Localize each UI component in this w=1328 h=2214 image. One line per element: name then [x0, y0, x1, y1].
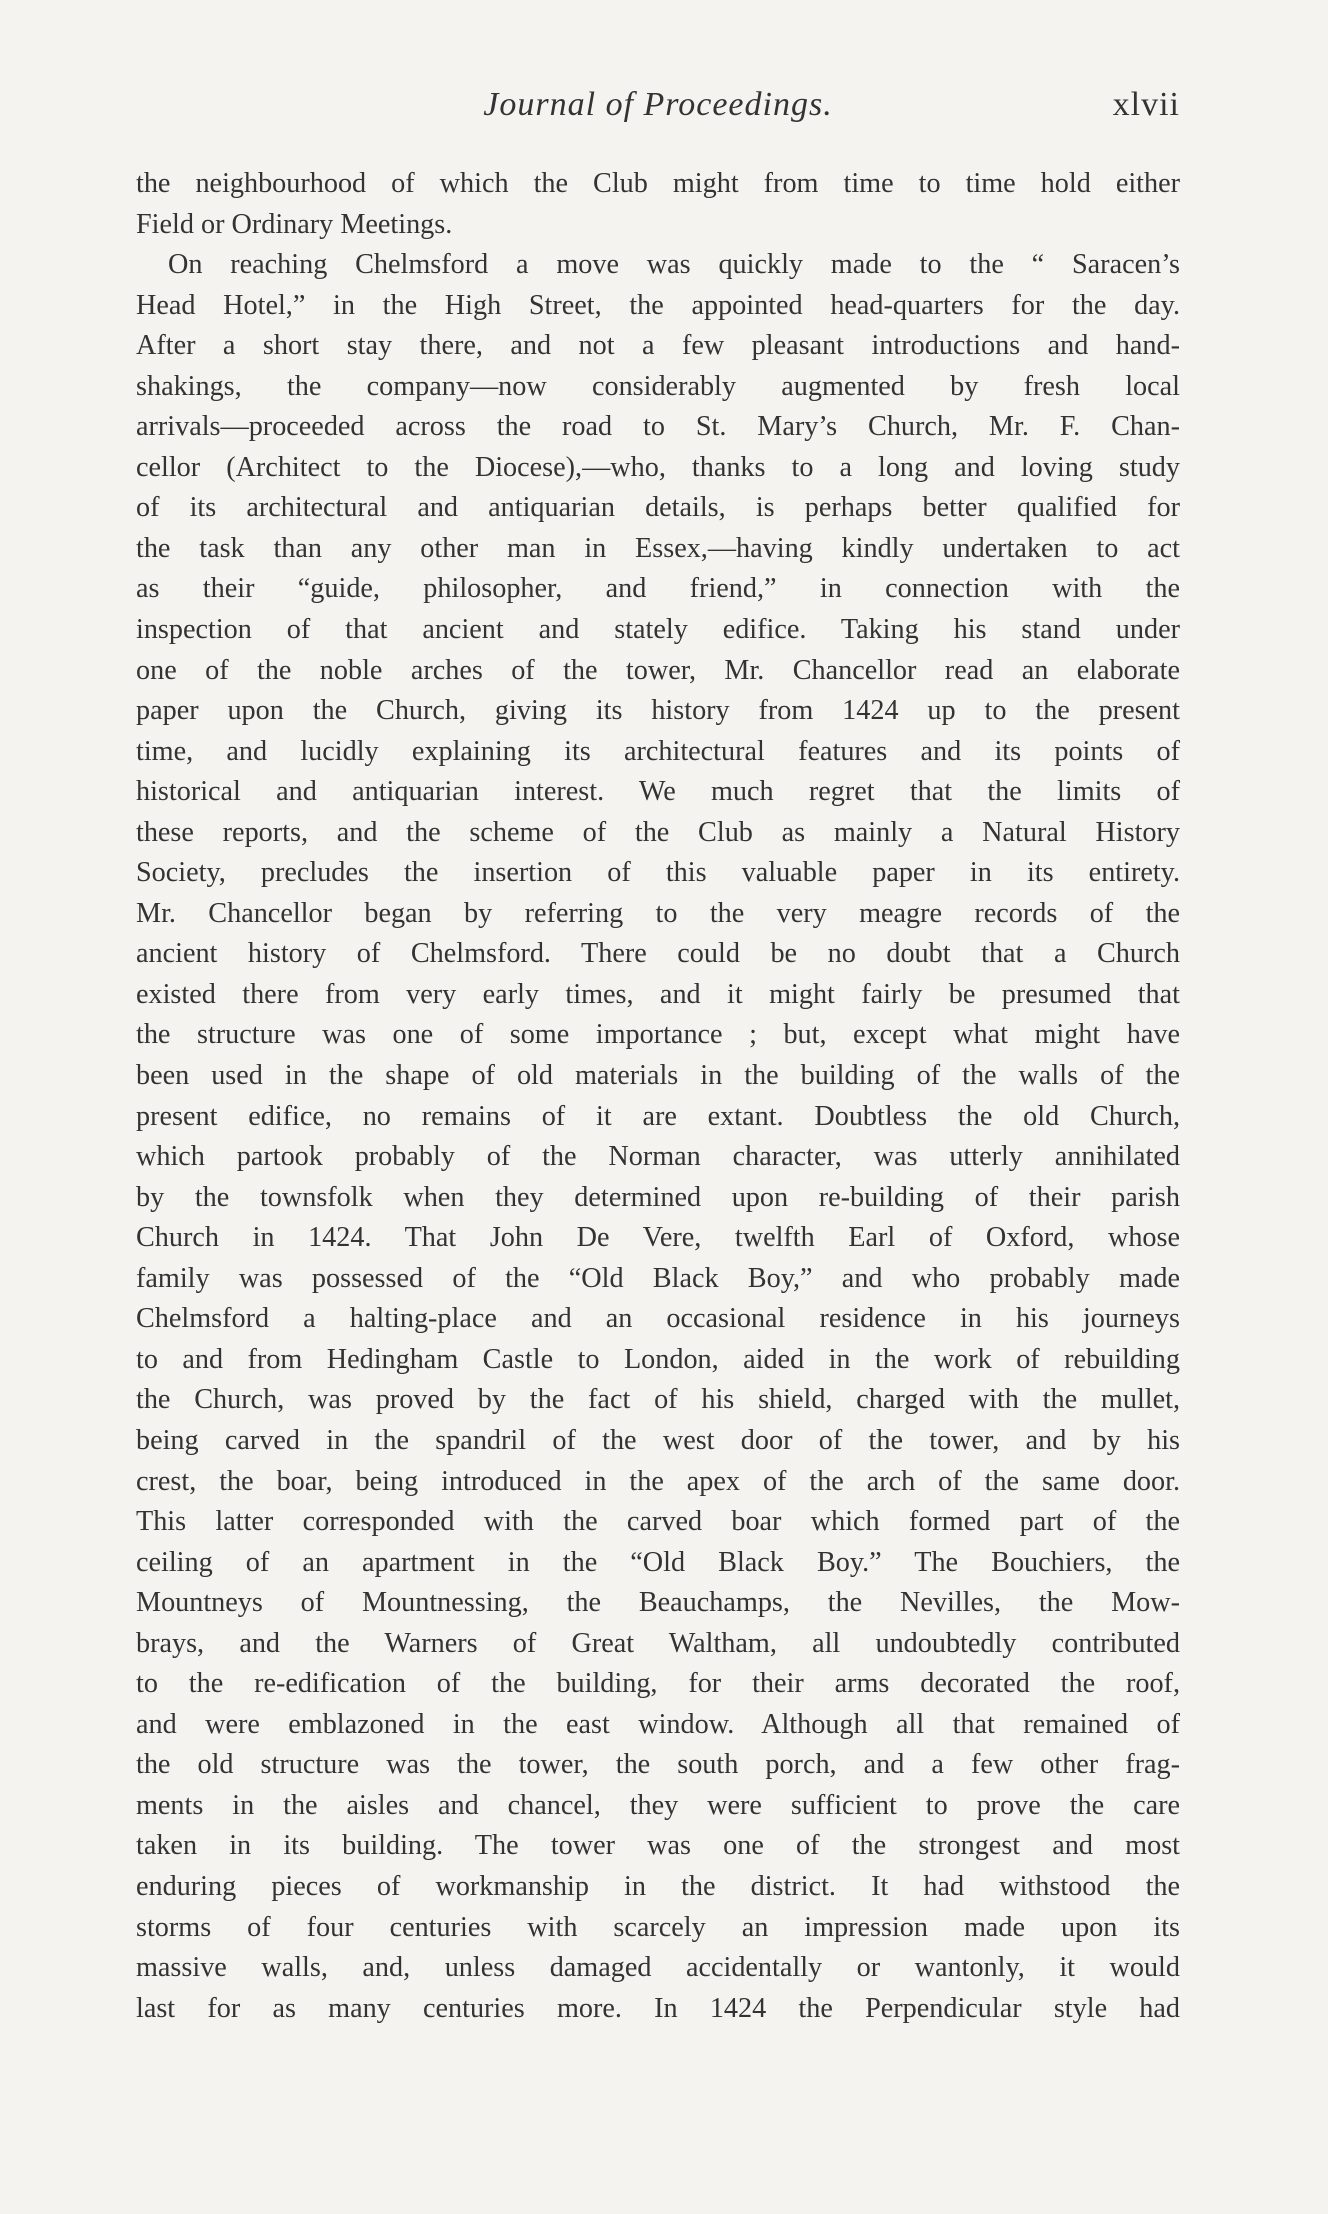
text-line: crest, the boar, being introduced in the apex of the arch of the same door. — [136, 1465, 1180, 1497]
text-line: the neighbourhood of which the Club might from time to time hold either — [136, 168, 1180, 199]
text-line: these reports, and the scheme of the Club as mainly a Natural History — [136, 816, 1180, 848]
text-line: one of the noble arches of the tower, Mr. Chancellor read an elaborate — [136, 654, 1180, 686]
text-line: massive walls, and, unless damaged accidentally or wantonly, it would — [136, 1952, 1180, 1984]
text-line: ancient history of Chelmsford. There could be no doubt that a Church — [136, 938, 1180, 970]
text-line: ceiling of an apartment in the “Old Black Boy.” The Bouchiers, the — [136, 1546, 1180, 1578]
text-line: enduring pieces of workmanship in the district. It had withstood the — [136, 1870, 1180, 1902]
text-line: After a short stay there, and not a few pleasant introductions and hand- — [136, 330, 1180, 362]
running-title: Journal of Proceedings. — [483, 86, 833, 123]
text-line: family was possessed of the “Old Black Boy,” and who probably made — [136, 1262, 1180, 1294]
text-line: Mr. Chancellor began by referring to the very meagre records of the — [136, 897, 1180, 929]
text-line: being carved in the spandril of the west door of the tower, and by his — [136, 1424, 1180, 1456]
text-line: paper upon the Church, giving its history from 1424 up to the present — [136, 695, 1180, 727]
text-line: taken in its building. The tower was one of the strongest and most — [136, 1830, 1180, 1862]
text-line: as their “guide, philosopher, and friend,” in connection with the — [136, 573, 1180, 605]
text-line: ments in the aisles and chancel, they were sufficient to prove the care — [136, 1789, 1180, 1821]
text-line: to and from Hedingham Castle to London, aided in the work of rebuilding — [136, 1343, 1180, 1375]
text-line: present edifice, no remains of it are extant. Doubtless the old Church, — [136, 1100, 1180, 1132]
body-text — [136, 164, 1180, 2029]
text-line: inspection of that ancient and stately edifice. Taking his stand under — [136, 614, 1180, 646]
text-line: Mountneys of Mountnessing, the Beauchamps, the Nevilles, the Mow- — [136, 1587, 1180, 1619]
text-line: Chelmsford a halting-place and an occasional residence in his journeys — [136, 1303, 1180, 1335]
text-line: historical and antiquarian interest. We much regret that the limits of — [136, 776, 1180, 808]
text-line: the Church, was proved by the fact of his shield, charged with the mullet, — [136, 1384, 1180, 1416]
text-line: of its architectural and antiquarian details, is perhaps better qualified for — [136, 492, 1180, 524]
text-line: On reaching Chelmsford a move was quickly made to the “ Saracen’s — [168, 249, 1180, 281]
text-line: Society, precludes the insertion of this valuable paper in its entirety. — [136, 857, 1180, 889]
text-line: been used in the shape of old materials in the building of the walls of the — [136, 1060, 1180, 1092]
text-line: existed there from very early times, and it might fairly be presumed that — [136, 978, 1180, 1010]
text-line: last for as many centuries more. In 1424 the Perpendicular style had — [136, 1992, 1180, 2024]
text-line: shakings, the company—now considerably augmented by fresh local — [136, 370, 1180, 402]
text-line: the structure was one of some importance ; but, except what might have — [136, 1019, 1180, 1051]
text-line: and were emblazoned in the east window. Although all that remained of — [136, 1708, 1180, 1740]
page-header — [136, 86, 1180, 136]
text-line: time, and lucidly explaining its architectural features and its points of — [136, 735, 1180, 767]
page-number: xlvii — [1112, 86, 1180, 123]
text-line: Head Hotel,” in the High Street, the appointed head-quarters for the day. — [136, 289, 1180, 321]
text-line: brays, and the Warners of Great Waltham, all undoubtedly contributed — [136, 1627, 1180, 1659]
text-line: by the townsfolk when they determined upon re-building of their parish — [136, 1181, 1180, 1213]
text-line: cellor (Architect to the Diocese),—who, thanks to a long and loving study — [136, 451, 1180, 483]
text-line: Field or Ordinary Meetings. — [136, 208, 453, 240]
text-line: arrivals—proceeded across the road to St. Mary’s Church, Mr. F. Chan- — [136, 411, 1180, 443]
text-line: the old structure was the tower, the south porch, and a few other frag- — [136, 1749, 1180, 1781]
text-line: the task than any other man in Essex,—having kindly undertaken to act — [136, 532, 1180, 564]
text-line: This latter corresponded with the carved boar which formed part of the — [136, 1506, 1180, 1538]
text-line: which partook probably of the Norman character, was utterly annihilated — [136, 1141, 1180, 1173]
text-line: to the re-edification of the building, for their arms decorated the roof, — [136, 1668, 1180, 1700]
text-line: storms of four centuries with scarcely an impression made upon its — [136, 1911, 1180, 1943]
text-line: Church in 1424. That John De Vere, twelfth Earl of Oxford, whose — [136, 1222, 1180, 1254]
